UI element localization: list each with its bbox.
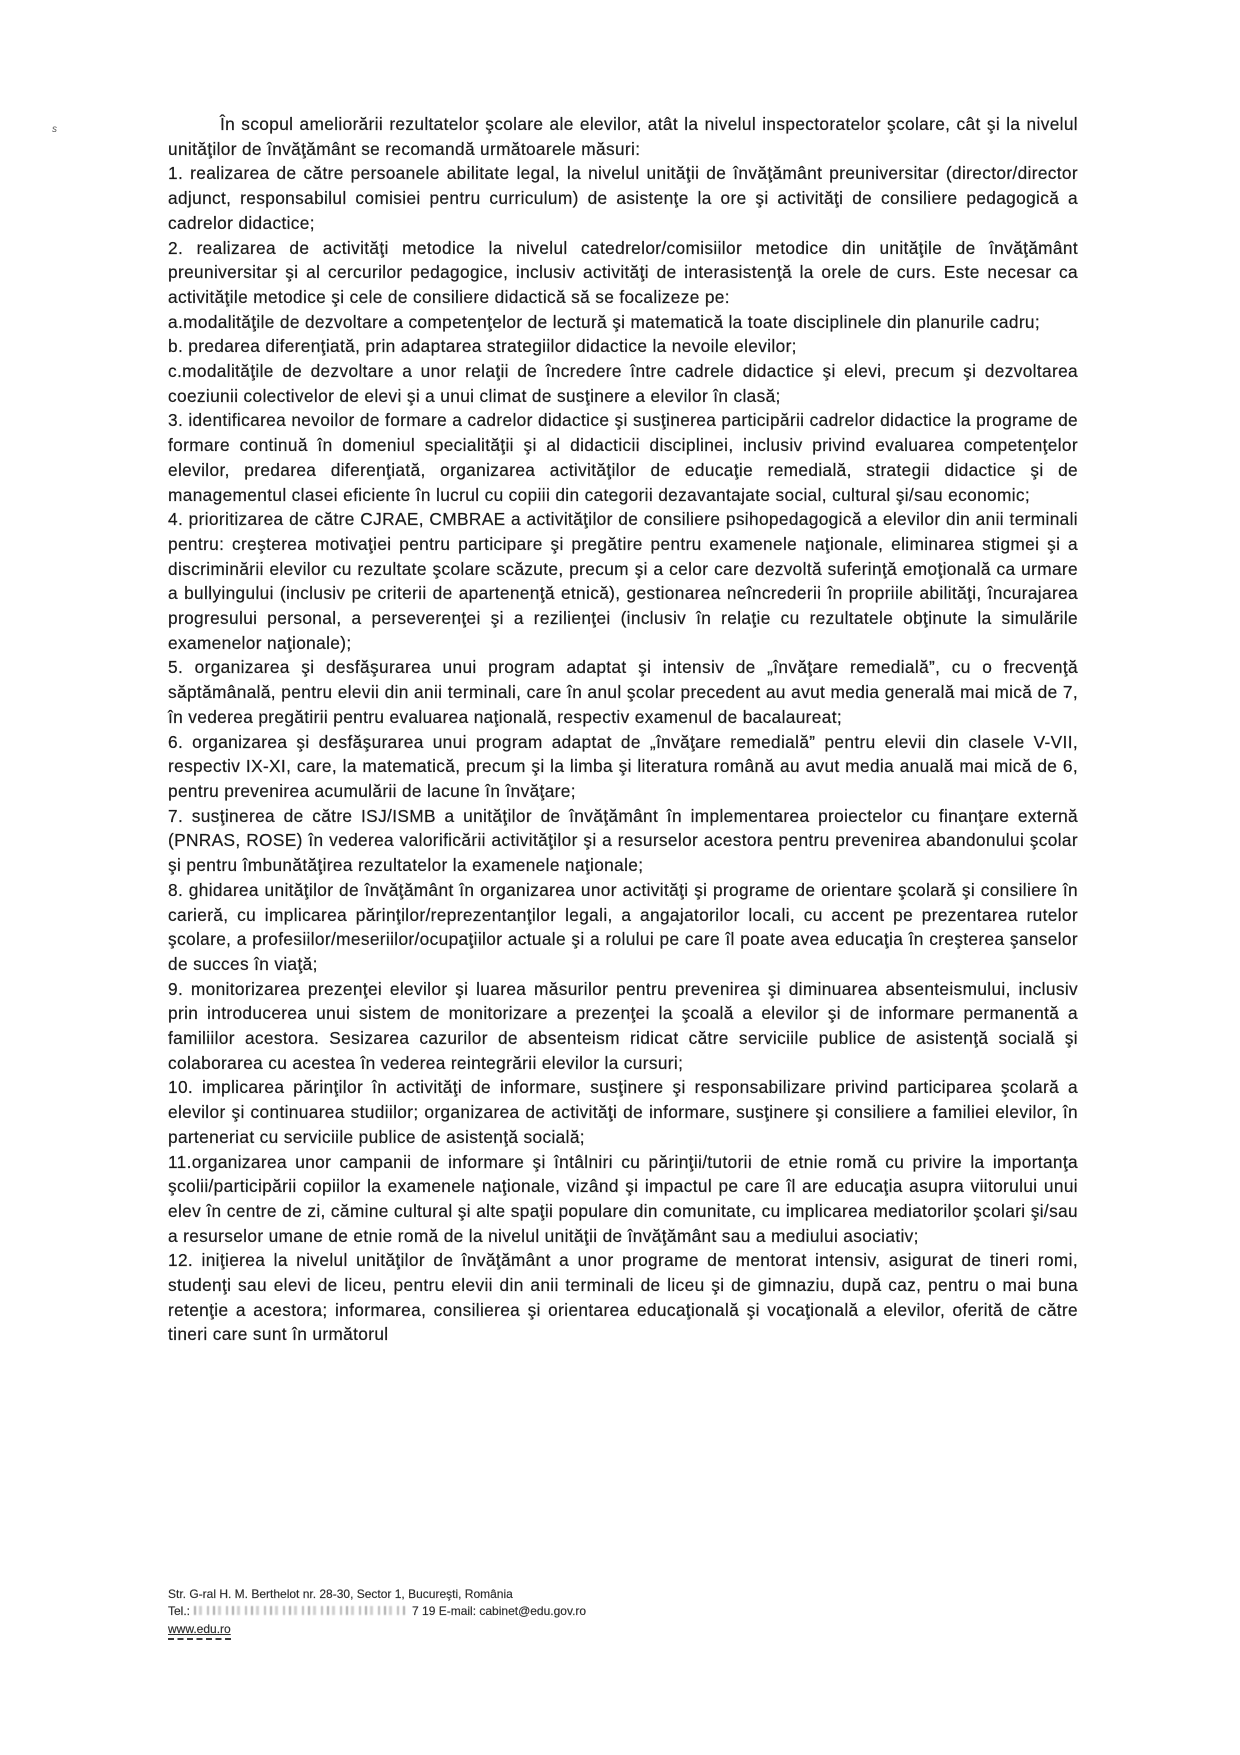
letter-body [168, 112, 1078, 1347]
measure-9: 9. monitorizarea prezenţei elevilor şi luarea măsurilor pentru prevenirea şi diminuarea absenteismului, inclusiv prin introducerea unui sistem de monitorizare a prezenţei la şcoală a elevilor şi de informare permanentă a familiilor acestora. Sesizarea cazurilor de absenteism ridicat către serviciile publice de asistenţă socială şi colaborarea cu acestea în vederea reintegrării elevilor la cursuri; [168, 978, 1078, 1073]
measure-4: 4. prioritizarea de către CJRAE, CMBRAE a activităţilor de consiliere psihopedagogică a elevilor din anii terminali pentru: creşterea motivaţiei pentru participare şi pregătire pentru examenele naţionale, eliminarea stigmei şi a discriminării elevilor cu rezultate şcolare scăzute, precum şi a celor care dezvoltă suferinţă emoţională ca urmare a bullyingului (inclusiv pe criterii de apartenenţă etnică), gestionarea neîncrederii în propriile abilităţi, încurajarea progresului personal, a perseverenţei şi a rezilienţei (inclusiv în relaţie cu rezultatele obţinute la simulările examenelor naţionale); [168, 509, 1078, 653]
measure-2b: b. predarea diferenţiată, prin adaptarea strategiilor didactice la nevoile elevilor; [168, 336, 797, 357]
footer-contact-line [168, 1603, 586, 1620]
measure-6: 6. organizarea şi desfăşurarea unui program adaptat de „învăţare remedială” pentru elevii din clasele V-VII, respectiv IX-XI, care, la matematică, precum şi la limba şi literatura română au avut media anuală mai mică de 6, pentru prevenirea acumulării de lacune în învăţare; [168, 731, 1078, 801]
footer-tel-label: Tel.: [168, 1603, 191, 1618]
measure-2: 2. realizarea de activităţi metodice la nivelul catedrelor/comisiilor metodice din unităţile de învăţământ preuniversitar şi al cercurilor pedagogice, inclusiv activităţi de interasistenţă la orele de curs. Este necesar ca activităţile metodice şi cele de consiliere didactică să se focalizeze pe: [168, 237, 1078, 307]
measure-2c: c.modalităţile de dezvoltare a unor relaţii de încredere între cadrele didactice şi elevi, precum şi dezvoltarea coeziunii colectivelor de elevi şi a unui climat de susţinere a elevilor în clasă; [168, 361, 1078, 406]
scan-speck-artifact: s [52, 124, 57, 135]
measure-3: 3. identificarea nevoilor de formare a cadrelor didactice şi susţinerea participării cadrelor didactice la programe de formare continuă în domeniul specialităţii şi al didacticii disciplinei, inclusiv privind evaluarea competenţelor elevilor, predarea diferenţiată, organizarea activităţilor de educaţie remedială, strategii didactice şi de managementul clasei eficiente în lucrul cu copiii din categorii dezavantajate social, cultural şi/sau economic; [168, 410, 1078, 505]
measure-1: 1. realizarea de către persoanele abilitate legal, la nivelul unităţii de învăţământ preuniversitar (director/director adjunct, responsabilul comisiei pentru curriculum) de asistenţe la ore şi activităţi de consiliere pedagogică a cadrelor didactice; [168, 163, 1078, 233]
measure-11: 11.organizarea unor campanii de informare şi întâlniri cu părinţii/tutorii de etnie romă cu privire la importanţa şcolii/participării copiilor la examenele naţionale, vizând şi impactul pe care îl are educaţia asupra viitorului unui elev în centre de zi, cămine cultural şi alte spaţii populare din comunitate, cu implicarea mediatorilor şcolari şi/sau a resurselor umane de etnie romă de la nivelul unităţii de învăţământ sau a mediului asociativ; [168, 1151, 1078, 1246]
intro-paragraph: În scopul ameliorării rezultatelor şcolare ale elevilor, atât la nivelul inspectoratelor şcolare, cât şi la nivelul unităţilor de învăţământ se recomandă următoarele măsuri: [168, 114, 1078, 159]
measure-10: 10. implicarea părinţilor în activităţi de informare, susţinere şi responsabilizare privind participarea şcolară a elevilor şi continuarea studiilor; organizarea de activităţi de informare, susţinere şi consiliere a familiei elevilor, în parteneriat cu serviciile publice de asistenţă socială; [168, 1077, 1078, 1147]
footer-address: Str. G-ral H. M. Berthelot nr. 28-30, Sector 1, Bucureşti, România [168, 1587, 513, 1601]
footer-email-text: 7 19 E-mail: cabinet@edu.gov.ro [412, 1603, 587, 1618]
footer-website-link: www.edu.ro [168, 1621, 231, 1640]
letterhead-footer [168, 1586, 586, 1640]
footer-tel-smudge [194, 1606, 406, 1615]
measure-12: 12. iniţierea la nivelul unităţilor de învăţământ a unor programe de mentorat intensiv, asigurat de tineri romi, studenţi sau elevi de liceu, pentru elevii din anii terminali de liceu şi de gimnaziu, după caz, pentru o mai buna retenţie a acestora; informarea, consilierea şi orientarea educaţională şi vocaţională a elevilor, oferită de către tineri care sunt în următorul [168, 1250, 1078, 1345]
measure-7: 7. susţinerea de către ISJ/ISMB a unităţilor de învăţământ în implementarea proiectelor cu finanţare externă (PNRAS, ROSE) în vederea valorificării activităţilor şi a resurselor acestora pentru prevenirea abandonului şcolar şi pentru îmbunătăţirea rezultatelor la examenele naţionale; [168, 805, 1078, 876]
measure-2a: a.modalităţile de dezvoltare a competenţelor de lectură şi matematică la toate disciplinele din planurile cadru; [168, 311, 1041, 332]
measure-8: 8. ghidarea unităţilor de învăţământ în organizarea unor activităţi şi programe de orientare şcolară şi consiliere în carieră, cu implicarea părinţilor/reprezentanţilor legali, a angajatorilor locali, cu accent pe prezentarea rutelor şcolare, a profesiilor/meseriilor/ocupaţiilor actuale şi a rolului pe care îl poate avea educaţia în creşterea şanselor de succes în viaţă; [168, 879, 1078, 974]
measure-5: 5. organizarea şi desfăşurarea unui program adaptat şi intensiv de „învăţare remedială”, cu o frecvenţă săptămânală, pentru elevii din anii terminali, care în anul şcolar precedent au avut media generală mai mică de 7, în vederea pregătirii pentru evaluarea naţională, respectiv examenul de bacalaureat; [168, 657, 1078, 727]
